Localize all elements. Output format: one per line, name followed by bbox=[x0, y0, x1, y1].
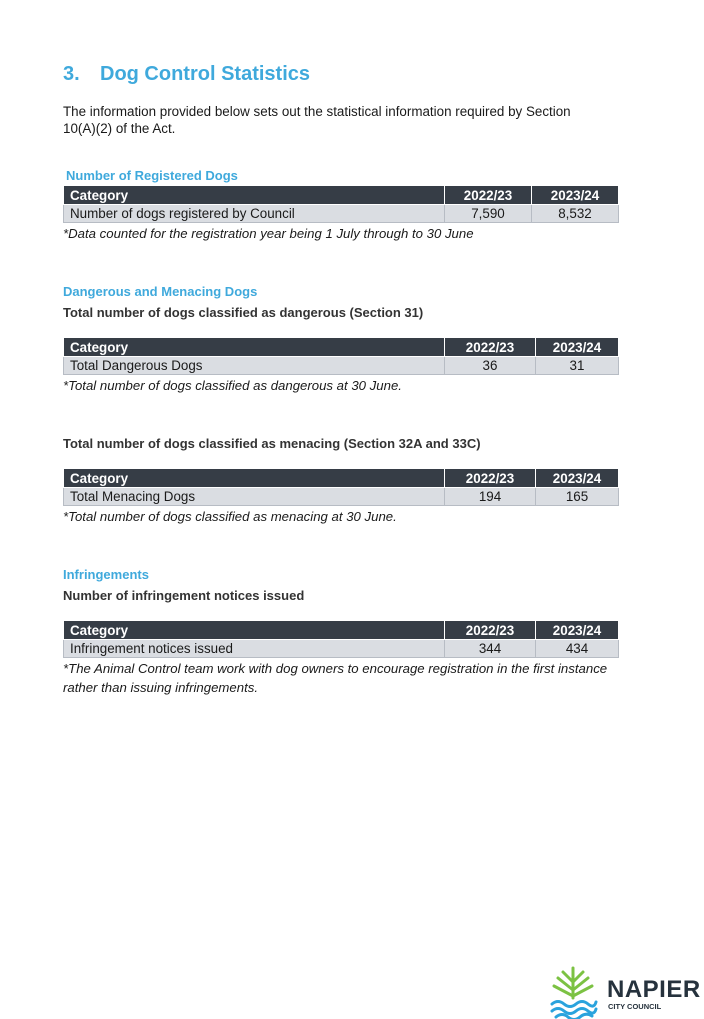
menacing-dogs-table bbox=[63, 468, 619, 506]
table-row bbox=[64, 357, 619, 375]
section-title: Dog Control Statistics bbox=[100, 63, 311, 85]
column-header-2022-23: 2022/23 bbox=[445, 186, 532, 205]
menacing-note: *Total number of dogs classified as menacing at 30 June. bbox=[63, 509, 397, 524]
column-header-2023-24: 2023/24 bbox=[532, 186, 619, 205]
infringements-note: *The Animal Control team work with dog owners to encourage registration in the first instance rather than issuing infringements. bbox=[63, 661, 608, 695]
table-row bbox=[64, 488, 619, 506]
column-header-2022-23: 2022/23 bbox=[445, 621, 536, 640]
value-2023-24: 31 bbox=[536, 357, 619, 375]
registered-dogs-table bbox=[63, 185, 619, 223]
column-header-category: Category bbox=[64, 338, 445, 357]
row-label: Total Dangerous Dogs bbox=[64, 357, 445, 375]
table-header-row bbox=[64, 186, 619, 205]
section-heading bbox=[63, 63, 310, 86]
logo-subtitle: CITY COUNCIL bbox=[608, 1002, 662, 1011]
column-header-category: Category bbox=[64, 469, 445, 488]
column-header-2022-23: 2022/23 bbox=[445, 338, 536, 357]
table-header-row bbox=[64, 469, 619, 488]
value-2022-23: 194 bbox=[445, 488, 536, 506]
column-header-category: Category bbox=[64, 621, 445, 640]
column-header-category: Category bbox=[64, 186, 445, 205]
column-header-2023-24: 2023/24 bbox=[536, 621, 619, 640]
dangerous-dogs-table bbox=[63, 337, 619, 375]
value-2023-24: 8,532 bbox=[532, 205, 619, 223]
table-row bbox=[64, 205, 619, 223]
value-2022-23: 344 bbox=[445, 640, 536, 658]
table-row bbox=[64, 640, 619, 658]
value-2022-23: 36 bbox=[445, 357, 536, 375]
section-number: 3. bbox=[63, 63, 80, 85]
infringements-table bbox=[63, 620, 619, 658]
column-header-2023-24: 2023/24 bbox=[536, 469, 619, 488]
column-header-2023-24: 2023/24 bbox=[536, 338, 619, 357]
fern-wave-icon bbox=[548, 962, 604, 1019]
value-2022-23: 7,590 bbox=[445, 205, 532, 223]
table-header-row bbox=[64, 338, 619, 357]
value-2023-24: 434 bbox=[536, 640, 619, 658]
table-header-row bbox=[64, 621, 619, 640]
value-2023-24: 165 bbox=[536, 488, 619, 506]
napier-city-council-logo bbox=[548, 962, 704, 1019]
dangerous-menacing-heading: Dangerous and Menacing Dogs bbox=[63, 284, 258, 299]
logo-name: NAPIER bbox=[607, 976, 701, 1003]
infringements-subtitle: Number of infringement notices issued bbox=[63, 588, 305, 603]
intro-paragraph: The information provided below sets out the statistical information required by Section 10(A)(2) of the Act. bbox=[63, 104, 571, 136]
column-header-2022-23: 2022/23 bbox=[445, 469, 536, 488]
row-label: Infringement notices issued bbox=[64, 640, 445, 658]
dangerous-subtitle: Total number of dogs classified as dangerous (Section 31) bbox=[63, 305, 424, 320]
infringements-heading: Infringements bbox=[63, 567, 149, 582]
row-label: Number of dogs registered by Council bbox=[64, 205, 445, 223]
registered-dogs-heading: Number of Registered Dogs bbox=[66, 168, 238, 183]
row-label: Total Menacing Dogs bbox=[64, 488, 445, 506]
menacing-subtitle: Total number of dogs classified as menacing (Section 32A and 33C) bbox=[63, 436, 481, 451]
registered-dogs-note: *Data counted for the registration year being 1 July through to 30 June bbox=[63, 226, 474, 241]
dangerous-note: *Total number of dogs classified as dangerous at 30 June. bbox=[63, 378, 402, 393]
